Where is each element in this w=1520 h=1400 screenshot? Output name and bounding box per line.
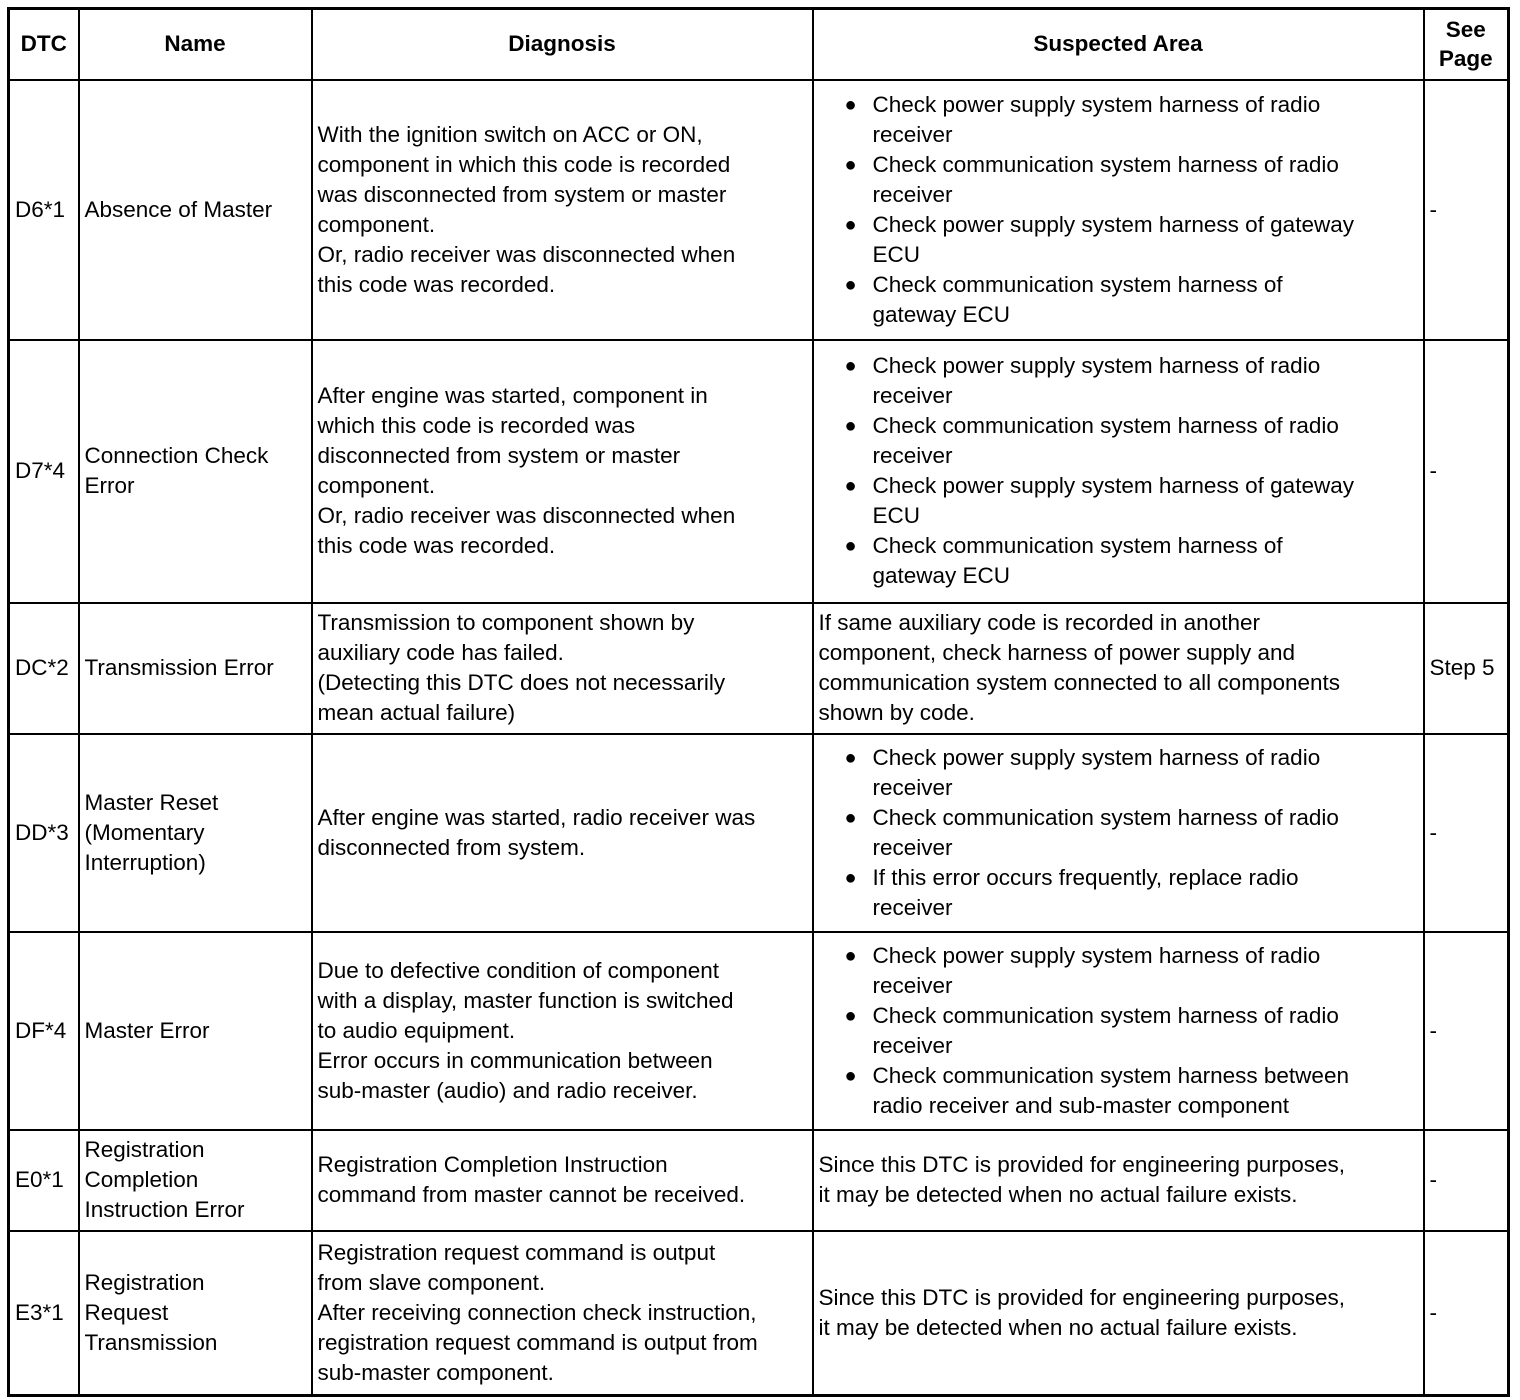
- diagnosis-text: After engine was started, component in which this code is recorded was disconnected from system or master component. Or, radio receiver was disconnected when this code was recorded.: [312, 340, 813, 603]
- dtc-name: Master Error: [79, 932, 312, 1130]
- header-diagnosis: Diagnosis: [312, 9, 813, 80]
- dtc-code: D7*4: [9, 340, 79, 603]
- list-item: [839, 863, 1418, 923]
- diagnosis-text: Registration request command is output from slave component. After receiving connection check instruction, registration request command is output from sub-master component.: [312, 1231, 813, 1396]
- suspected-item-text: Check communication system harness between radio receiver and sub-master component: [872, 1062, 1349, 1118]
- table-row: [9, 1130, 1509, 1231]
- list-item: [839, 351, 1418, 411]
- dtc-code: DF*4: [9, 932, 79, 1130]
- dtc-code: DD*3: [9, 734, 79, 932]
- suspected-area: [813, 340, 1424, 603]
- dtc-code: D6*1: [9, 80, 79, 340]
- suspected-item-text: Check communication system harness of radio receiver: [872, 413, 1339, 468]
- dtc-code: DC*2: [9, 603, 79, 734]
- dtc-name: Connection Check Error: [79, 340, 312, 603]
- see-page: -: [1424, 932, 1509, 1130]
- table-row: [9, 734, 1509, 932]
- suspected-item-text: Check communication system harness of radio receiver: [872, 804, 1339, 860]
- bullet-icon: ●: [844, 806, 857, 829]
- bullet-icon: ●: [844, 273, 857, 296]
- dtc-code: E3*1: [9, 1231, 79, 1396]
- suspected-item-text: Check communication system harness of radio receiver: [872, 1002, 1339, 1058]
- bullet-icon: ●: [844, 746, 857, 769]
- header-name: Name: [79, 9, 312, 80]
- list-item: [839, 150, 1418, 210]
- suspected-area: Since this DTC is provided for engineering purposes, it may be detected when no actual failure exists.: [813, 1130, 1424, 1231]
- bullet-icon: ●: [844, 415, 857, 437]
- list-item: [839, 941, 1418, 1001]
- table-row: [9, 340, 1509, 603]
- suspected-item-text: Check power supply system harness of radio receiver: [872, 91, 1321, 147]
- bullet-icon: ●: [844, 475, 857, 497]
- list-item: [839, 270, 1418, 330]
- diagnosis-text: Registration Completion Instruction command from master cannot be received.: [312, 1130, 813, 1231]
- header-row: [9, 9, 1509, 80]
- table-row: [9, 80, 1509, 340]
- header-dtc: DTC: [9, 9, 79, 80]
- see-page: Step 5: [1424, 603, 1509, 734]
- diagnosis-text: Due to defective condition of component with a display, master function is switched to audio equipment. Error occurs in communication between sub-master (audio) and radio receiver.: [312, 932, 813, 1130]
- suspected-item-text: Check communication system harness of gateway ECU: [872, 533, 1283, 588]
- dtc-name: Registration Request Transmission: [79, 1231, 312, 1396]
- list-item: [839, 411, 1418, 471]
- diagnosis-text: Transmission to component shown by auxiliary code has failed. (Detecting this DTC does not necessarily mean actual failure): [312, 603, 813, 734]
- suspected-list: [819, 743, 1418, 923]
- suspected-item-text: Check power supply system harness of radio receiver: [872, 942, 1321, 998]
- diagnosis-text: With the ignition switch on ACC or ON, component in which this code is recorded was disconnected from system or master component. Or, radio receiver was disconnected when this code was recorded.: [312, 80, 813, 340]
- suspected-item-text: Check power supply system harness of gateway ECU: [872, 211, 1354, 267]
- suspected-list: [819, 90, 1418, 330]
- dtc-table: [7, 7, 1510, 1397]
- suspected-area: Since this DTC is provided for engineering purposes, it may be detected when no actual failure exists.: [813, 1231, 1424, 1396]
- suspected-item-text: Check communication system harness of gateway ECU: [872, 271, 1283, 327]
- list-item: [839, 471, 1418, 531]
- bullet-icon: ●: [844, 355, 857, 377]
- bullet-icon: ●: [844, 866, 857, 889]
- suspected-area: [813, 80, 1424, 340]
- suspected-item-text: Check power supply system harness of radio receiver: [872, 744, 1321, 800]
- bullet-icon: ●: [844, 1064, 857, 1087]
- suspected-item-text: If this error occurs frequently, replace radio receiver: [872, 864, 1299, 920]
- see-page: -: [1424, 734, 1509, 932]
- diagnosis-text: After engine was started, radio receiver was disconnected from system.: [312, 734, 813, 932]
- bullet-icon: ●: [844, 93, 857, 116]
- bullet-icon: ●: [844, 535, 857, 557]
- bullet-icon: ●: [844, 944, 857, 967]
- suspected-area: If same auxiliary code is recorded in another component, check harness of power supply and communication system connected to all components shown by code.: [813, 603, 1424, 734]
- bullet-icon: ●: [844, 213, 857, 236]
- suspected-list: [819, 941, 1418, 1121]
- suspected-item-text: Check power supply system harness of gateway ECU: [872, 473, 1354, 528]
- suspected-area: [813, 734, 1424, 932]
- suspected-item-text: Check power supply system harness of radio receiver: [872, 353, 1321, 408]
- see-page: -: [1424, 1231, 1509, 1396]
- dtc-name: Master Reset (Momentary Interruption): [79, 734, 312, 932]
- list-item: [839, 803, 1418, 863]
- dtc-name: Transmission Error: [79, 603, 312, 734]
- dtc-name: Absence of Master: [79, 80, 312, 340]
- table-row: [9, 932, 1509, 1130]
- header-suspected-area: Suspected Area: [813, 9, 1424, 80]
- table-row: [9, 603, 1509, 734]
- dtc-name: Registration Completion Instruction Error: [79, 1130, 312, 1231]
- table-body: [9, 80, 1509, 1396]
- list-item: [839, 210, 1418, 270]
- list-item: [839, 1001, 1418, 1061]
- suspected-item-text: Check communication system harness of radio receiver: [872, 151, 1339, 207]
- see-page: -: [1424, 340, 1509, 603]
- see-page: -: [1424, 1130, 1509, 1231]
- list-item: [839, 90, 1418, 150]
- list-item: [839, 743, 1418, 803]
- bullet-icon: ●: [844, 153, 857, 176]
- see-page: -: [1424, 80, 1509, 340]
- list-item: [839, 531, 1418, 591]
- table-row: [9, 1231, 1509, 1396]
- dtc-code: E0*1: [9, 1130, 79, 1231]
- suspected-area: [813, 932, 1424, 1130]
- bullet-icon: ●: [844, 1004, 857, 1027]
- header-see-page: See Page: [1424, 9, 1509, 80]
- suspected-list: [819, 351, 1418, 591]
- list-item: [839, 1061, 1418, 1121]
